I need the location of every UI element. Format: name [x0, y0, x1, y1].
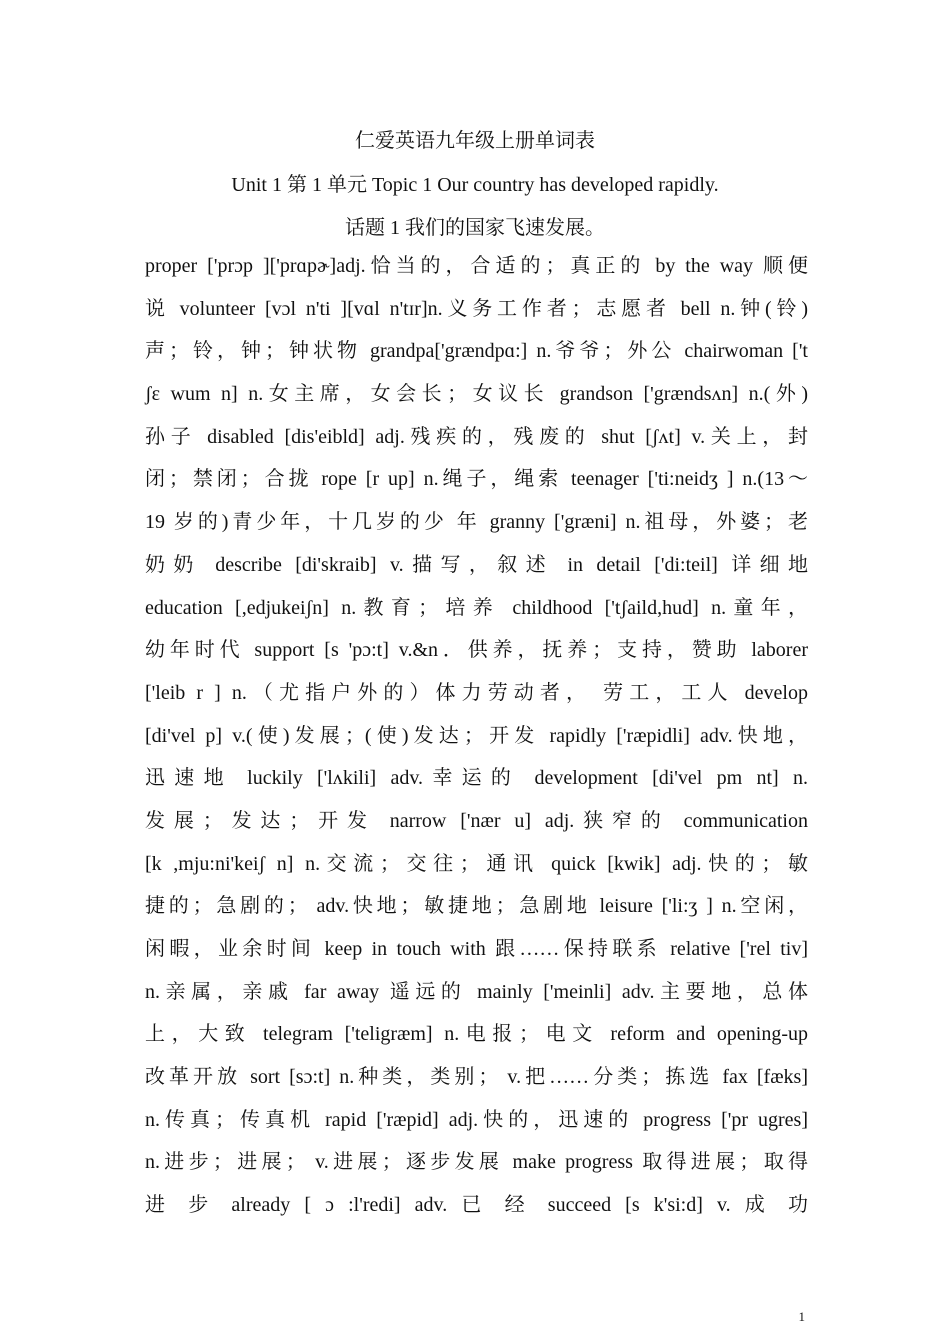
vocabulary-body: [145, 252, 808, 1234]
body-line: 捷的；急剧的； adv.快地；敏捷地；急剧地 leisure ['li:ʒ ] n.空闲，: [145, 895, 808, 918]
body-line: 上，大致 telegram ['teligræm] n.电报；电文 reform and opening-up: [145, 1023, 808, 1046]
body-line: 迅速地 luckily ['lʌkili] adv.幸运的 development [di'vel pm nt] n.: [145, 767, 808, 790]
body-line: ʃɛ wum n] n.女主席，女会长；女议长 grandson ['grændsʌn] n.(外): [145, 383, 808, 406]
body-line: 发展；发达；开发 narrow ['nær u] adj.狭窄的 communication: [145, 809, 808, 832]
body-line: 孙子 disabled [dis'eibld] adj.残疾的，残废的 shut [ʃʌt] v.关上，封: [145, 425, 808, 448]
body-line: n.亲属，亲戚 far away 遥远的 mainly ['meinli] adv.主要地，总体: [145, 980, 808, 1003]
body-line: n.进步；进展； v.进展；逐步发展 make progress 取得进展；取得: [145, 1151, 808, 1174]
body-line: 进 步 already [ ɔ :l'redi] adv. 已 经 succeed [s k'si:d] v. 成 功: [145, 1194, 808, 1217]
body-line: proper ['prɔp ]['prɑpɚ]adj.恰当的，合适的；真正的 by the way 顺便: [145, 255, 808, 277]
body-line: 幼年时代 support [s 'pɔ:t] v.&n．供养，抚养；支持，赞助 laborer: [145, 639, 808, 662]
body-line: 说 volunteer [vɔl n'ti ][vɑl n'tɪr]n.义务工作者；志愿者 bell n.钟(铃): [145, 297, 808, 320]
body-line: 改革开放 sort [sɔ:t] n.种类，类别； v.把……分类；拣选 fax [fæks]: [145, 1066, 808, 1089]
body-line: [di'vel p] v.(使)发展；(使)发达；开发 rapidly ['ræpidli] adv.快地，: [145, 724, 808, 747]
body-line: 闭；禁闭；合拢 rope [r up] n.绳子，绳索 teenager ['ti:neidʒ ] n.(13～: [145, 468, 808, 491]
page-number: 1: [798, 1309, 805, 1324]
body-line: ['leib r ] n.（尤指户外的）体力劳动者， 劳工，工人 develop: [145, 681, 808, 704]
body-line: n.传真；传真机 rapid ['ræpid] adj.快的，迅速的 progress ['pr ugres]: [145, 1108, 808, 1131]
body-line: education [,edjukeiʃn] n.教育；培养 childhood ['tʃaild,hud] n.童年，: [145, 596, 808, 619]
body-line: 声；铃，钟；钟状物 grandpa['grændpɑ:] n.爷爷；外公 chairwoman ['t: [145, 340, 808, 363]
topic-heading: 话题 1 我们的国家飞速发展。: [345, 217, 605, 239]
body-line: 奶奶 describe [di'skraib] v.描写，叙述 in detail ['di:teil] 详细地: [145, 553, 808, 576]
body-line: 闲暇，业余时间 keep in touch with 跟……保持联系 relative ['rel tiv]: [145, 938, 808, 960]
document-title: 仁爱英语九年级上册单词表: [355, 130, 595, 152]
body-line: [k ,mju:ni'keiʃ n] n.交流；交往；通讯 quick [kwik] adj.快的；敏: [145, 852, 808, 875]
unit-heading: Unit 1 第 1 单元 Topic 1 Our country has developed rapidly.: [231, 174, 719, 196]
body-line: 19 岁的)青少年，十几岁的少 年 granny ['græni] n.祖母，外婆；老: [145, 511, 808, 534]
